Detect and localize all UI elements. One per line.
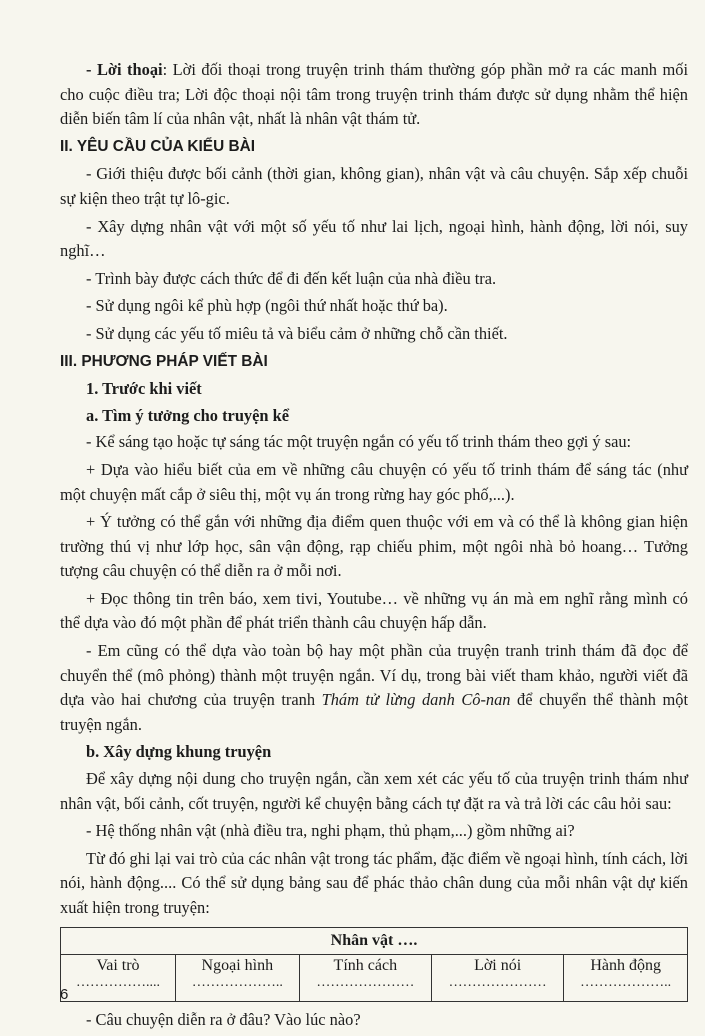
s2-item: - Sử dụng các yếu tố miêu tả và biểu cảm ở những chỗ cần thiết. <box>86 323 508 343</box>
s2-item: - Trình bày được cách thức để đi đến kết luận của nhà điều tra. <box>86 268 497 288</box>
col-label: Tính cách <box>333 957 398 975</box>
subsection-a-heading: a. Tìm ý tưởng cho truyện kể <box>86 405 290 425</box>
col-label: Ngoại hình <box>201 957 274 975</box>
a-item-conan <box>60 639 688 737</box>
col-label: Vai trò <box>96 957 140 975</box>
section-2-heading: II. YÊU CẦU CỦA KIỂU BÀI <box>60 137 255 155</box>
final-item: - Câu chuyện diễn ra ở đâu? Vào lúc nào? <box>86 1010 361 1030</box>
table-cell-personality <box>299 955 431 1002</box>
character-table-title: Nhân vật …. <box>61 927 688 955</box>
col-dots: ……………….. <box>191 975 283 991</box>
b-item: Để xây dựng nội dung cho truyện ngắn, cần xem xét các yếu tố của truyện trinh thám như nhân vật, bối cảnh, cốt truyện, người kể chuyện bằng cách tự đặt ra và trả lời các câu hỏi sau: <box>60 769 688 813</box>
section-3-heading: III. PHƯƠNG PHÁP VIẾT BÀI <box>60 352 268 370</box>
col-dots: …………….... <box>76 975 160 991</box>
col-dots: ………………… <box>448 975 547 991</box>
character-table <box>60 927 688 1003</box>
conan-pre: - Em cũng có thể dựa vào toàn bộ hay một phần của truyện tranh trinh thám đã đọc để chuyển thể (mô phỏng) thành một truyện ngắn. Ví dụ, trong bài viết tham khảo, người viết đã dựa vào hai chương của truyện tranh <box>60 641 688 710</box>
table-cell-role <box>61 955 176 1002</box>
page-content <box>60 58 688 1036</box>
conan-post: để chuyển thể thành một truyện ngắn. <box>60 690 688 734</box>
conan-title: Thám tử lừng danh Cô-nan <box>321 690 511 710</box>
subsection-1-heading: 1. Trước khi viết <box>86 379 202 399</box>
a-item: + Đọc thông tin trên báo, xem tivi, Youtube… về những vụ án mà em nghĩ rằng mình có thể dựa vào đó một phần để phát triển thành câu chuyện hấp dẫn. <box>60 588 688 633</box>
a-item: + Dựa vào hiểu biết của em về những câu chuyện có yếu tố trinh thám để sáng tác (như một chuyện mất cắp ở siêu thị, một vụ án trong rừng hay góc phố,...). <box>60 459 688 504</box>
b-item: - Hệ thống nhân vật (nhà điều tra, nghi phạm, thủ phạm,...) gồm những ai? <box>86 821 575 841</box>
page-number: 6 <box>60 986 69 1003</box>
a-item: + Ý tưởng có thể gắn với những địa điểm quen thuộc với em và có thể là không gian hiện trường thú vị như lớp học, sân vận động, rạp chiếu phim, một ngôi nhà bỏ hoang… Tưởng tượng câu chuyện có thể diễn ra ở mỗi nơi. <box>60 512 688 581</box>
col-dots: ………………… <box>316 975 415 991</box>
dialogue-lead: - Lời thoại <box>86 60 163 79</box>
subsection-b-heading: b. Xây dựng khung truyện <box>86 742 272 762</box>
table-cell-speech <box>431 955 563 1002</box>
s2-item: - Giới thiệu được bối cảnh (thời gian, không gian), nhân vật và câu chuyện. Sắp xếp chuỗi sự kiện theo trật tự lô-gic. <box>60 164 688 208</box>
paragraph-dialogue <box>60 58 688 132</box>
s2-item: - Xây dựng nhân vật với một số yếu tố như lai lịch, ngoại hình, hành động, lời nói, suy nghĩ… <box>60 216 688 261</box>
col-label: Lời nói <box>474 957 522 975</box>
dialogue-text: : Lời đối thoại trong truyện trinh thám thường góp phần mở ra các manh mối cho cuộc điều tra; Lời độc thoại nội tâm trong truyện trinh thám được sử dụng nhằm thể hiện diễn biến tâm lí của nhân vật, nhất là nhân vật thám tử. <box>60 60 689 129</box>
col-label: Hành động <box>590 957 661 975</box>
a-item: - Kể sáng tạo hoặc tự sáng tác một truyện ngắn có yếu tố trinh thám theo gợi ý sau: <box>86 432 632 452</box>
col-dots: ……………….. <box>580 975 672 991</box>
table-cell-appearance <box>176 955 300 1002</box>
b-item: Từ đó ghi lại vai trò của các nhân vật trong tác phẩm, đặc điểm về ngoại hình, tính cách, lời nói, hành động.... Có thể sử dụng bảng sau để phác thảo chân dung của mỗi nhân vật dự kiến xuất hiện trong truyện: <box>60 848 688 917</box>
s2-item: - Sử dụng ngôi kể phù hợp (ngôi thứ nhất hoặc thứ ba). <box>86 296 448 316</box>
table-cell-action <box>564 955 688 1002</box>
